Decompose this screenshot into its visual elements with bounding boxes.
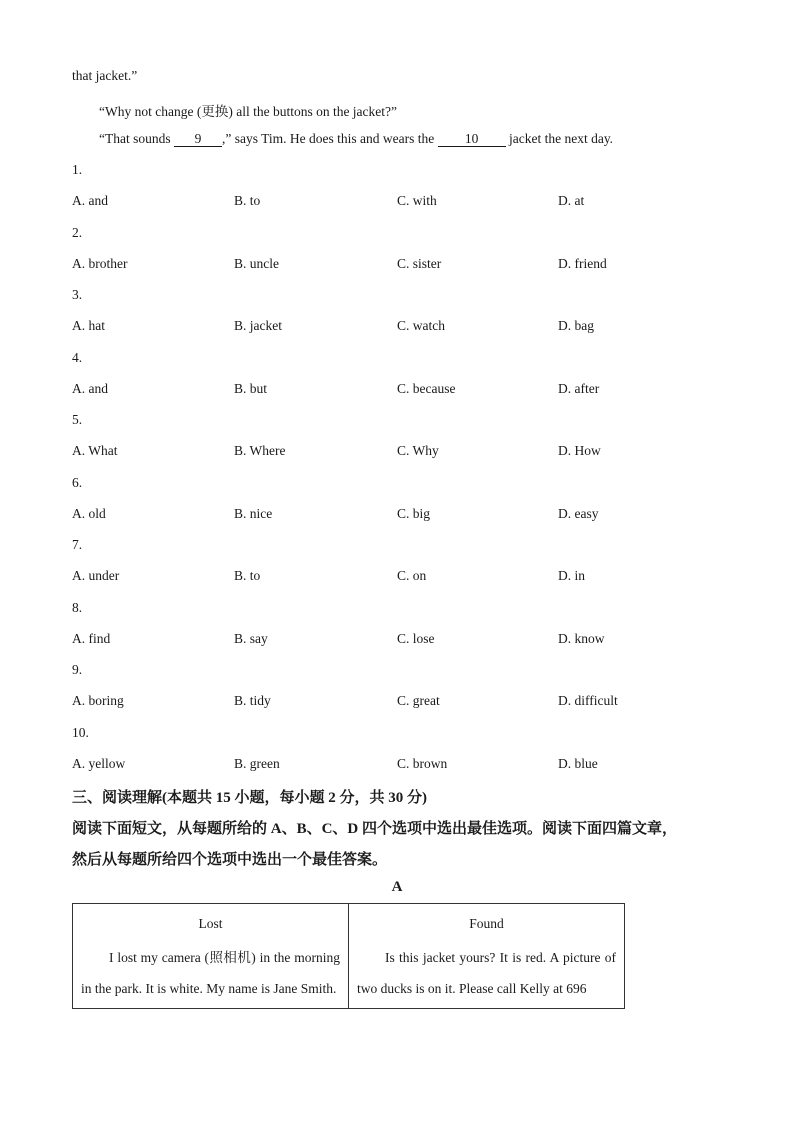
option-d: D. know	[558, 630, 605, 646]
option-a: A. brother	[72, 255, 128, 271]
section-heading: 三、阅读理解(本题共 15 小题，每小题 2 分，共 30 分)	[72, 790, 427, 806]
section-instruction-1: 阅读下面短文，从每题所给的 A、B、C、D 四个选项中选出最佳选项。阅读下面四篇文章，	[72, 821, 678, 837]
passage-line-3-start: “That sounds	[99, 131, 174, 146]
option-a: A. under	[72, 568, 120, 583]
option-b: B. green	[234, 755, 280, 771]
found-cell	[349, 904, 625, 1009]
lost-found-table	[72, 903, 625, 1009]
passage-line-3-end: jacket the next day.	[505, 131, 614, 146]
question-number: 10.	[72, 724, 89, 740]
option-b: B. say	[234, 630, 268, 646]
blank-9: 9	[174, 132, 222, 147]
question-number: 1.	[72, 162, 83, 177]
option-c: C. Why	[397, 443, 439, 458]
option-b: B. uncle	[234, 255, 279, 271]
lost-body-wrap	[81, 942, 340, 1004]
question-number: 8.	[72, 599, 83, 615]
lost-title: Lost	[198, 916, 223, 931]
option-a: A. old	[72, 505, 106, 521]
option-d: D. at	[558, 193, 585, 208]
passage-line-3	[99, 131, 613, 147]
question-number: 7.	[72, 537, 83, 552]
option-a: A. boring	[72, 693, 124, 708]
option-c: C. watch	[397, 318, 445, 333]
option-b: B. tidy	[234, 693, 271, 708]
option-a: A. What	[72, 443, 118, 458]
option-c: C. big	[397, 505, 431, 521]
found-body: Is this jacket yours? It is red. A picture of two ducks is on it. Please call Kelly at 696	[357, 950, 616, 996]
option-a: A. find	[72, 630, 111, 646]
option-c: C. great	[397, 693, 440, 708]
option-c: C. because	[397, 380, 456, 396]
option-c: C. on	[397, 568, 427, 583]
section-instruction-2: 然后从每题所给四个选项中选出一个最佳答案。	[72, 852, 388, 868]
option-c: C. lose	[397, 630, 435, 646]
option-b: B. Where	[234, 443, 286, 458]
blank-10: 10	[438, 132, 506, 147]
option-d: D. in	[558, 568, 585, 583]
option-a: A. yellow	[72, 755, 126, 771]
option-d: D. friend	[558, 255, 607, 271]
option-d: D. difficult	[558, 693, 618, 708]
option-a: A. and	[72, 380, 108, 396]
passage-line-1: that jacket.”	[72, 68, 138, 83]
option-c: C. with	[397, 193, 437, 208]
question-number: 6.	[72, 474, 83, 490]
option-b: B. but	[234, 380, 268, 396]
option-c: C. brown	[397, 755, 448, 771]
option-a: A. and	[72, 193, 108, 208]
question-number: 3.	[72, 287, 83, 302]
passage-line-2: “Why not change (更换) all the buttons on the jacket?”	[99, 104, 398, 119]
passage-label: A	[391, 879, 403, 895]
question-number: 2.	[72, 224, 83, 240]
option-b: B. to	[234, 568, 261, 583]
option-b: B. to	[234, 193, 261, 208]
option-b: B. nice	[234, 505, 273, 521]
question-number: 5.	[72, 412, 83, 427]
option-d: D. blue	[558, 755, 598, 771]
option-d: D. after	[558, 380, 600, 396]
question-number: 9.	[72, 662, 83, 677]
found-body-wrap	[357, 942, 616, 1004]
lost-body: I lost my camera (照相机) in the morning in the park. It is white. My name is Jane Smith.	[81, 950, 340, 996]
lost-cell	[73, 904, 349, 1009]
option-d: D. bag	[558, 318, 594, 333]
passage-line-3-middle: ,” says Tim. He does this and wears the	[222, 131, 438, 146]
found-title: Found	[469, 916, 504, 931]
option-d: D. easy	[558, 505, 599, 521]
option-b: B. jacket	[234, 318, 282, 333]
question-number: 4.	[72, 349, 83, 365]
option-d: D. How	[558, 443, 601, 458]
option-c: C. sister	[397, 255, 442, 271]
option-a: A. hat	[72, 318, 105, 333]
